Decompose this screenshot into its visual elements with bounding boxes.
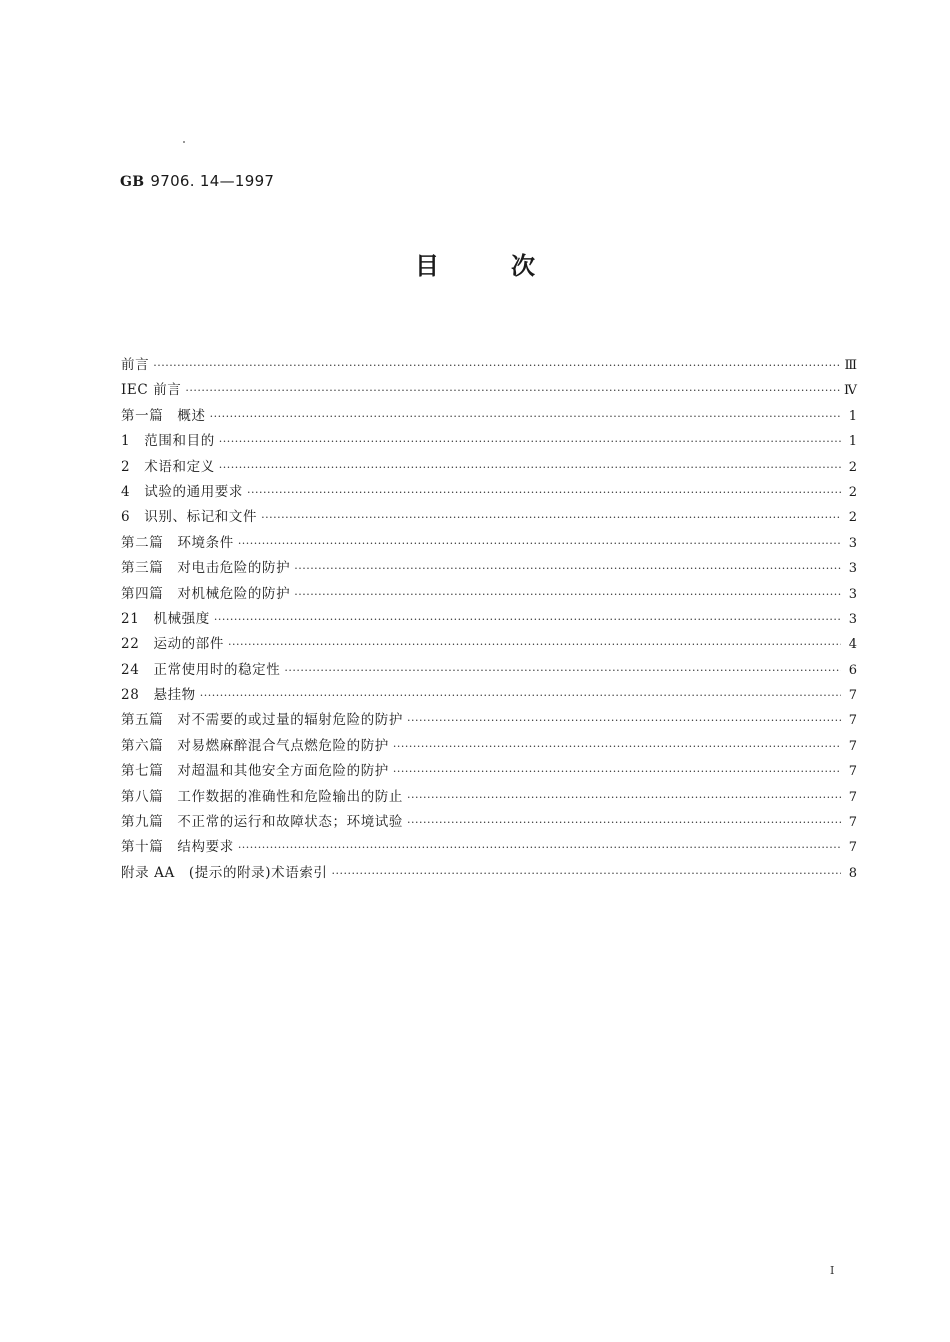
toc-dot-leader bbox=[332, 861, 841, 886]
standard-code: 9706. 14—1997 bbox=[150, 172, 275, 190]
toc-entry[interactable] bbox=[121, 708, 857, 733]
toc-entry[interactable] bbox=[121, 810, 857, 835]
toc-entry[interactable] bbox=[121, 556, 857, 581]
scan-speck bbox=[183, 141, 185, 143]
toc-entry[interactable] bbox=[121, 759, 857, 784]
toc-dot-leader bbox=[219, 429, 841, 454]
toc-entry-page: 1 bbox=[848, 408, 857, 424]
toc-dot-leader bbox=[153, 353, 840, 378]
toc-entry-page: 7 bbox=[848, 688, 857, 704]
toc-entry-page: 3 bbox=[848, 561, 857, 577]
toc-entry-label: 21 机械强度 bbox=[121, 610, 210, 627]
standard-prefix: GB bbox=[120, 174, 145, 190]
table-of-contents bbox=[121, 353, 857, 886]
toc-entry-page: 2 bbox=[848, 510, 857, 526]
toc-dot-leader bbox=[228, 632, 841, 657]
toc-entry-label: 第八篇 工作数据的准确性和危险输出的防止 bbox=[121, 788, 403, 805]
toc-entry-label: 28 悬挂物 bbox=[121, 687, 196, 704]
toc-entry-page: 7 bbox=[848, 764, 857, 780]
toc-dot-leader bbox=[393, 734, 841, 759]
toc-entry-page: 2 bbox=[848, 459, 857, 475]
toc-entry[interactable] bbox=[121, 480, 857, 505]
toc-entry[interactable] bbox=[121, 861, 857, 886]
toc-entry[interactable] bbox=[121, 582, 857, 607]
toc-entry-page: 7 bbox=[848, 815, 857, 831]
toc-dot-leader bbox=[214, 607, 841, 632]
toc-entry-label: 22 运动的部件 bbox=[121, 636, 224, 653]
toc-entry-page: 3 bbox=[848, 535, 857, 551]
toc-entry[interactable] bbox=[121, 734, 857, 759]
toc-dot-leader bbox=[407, 810, 841, 835]
toc-entry-page: 4 bbox=[848, 637, 857, 653]
toc-dot-leader bbox=[210, 404, 841, 429]
toc-entry[interactable] bbox=[121, 632, 857, 657]
toc-dot-leader bbox=[238, 835, 841, 860]
toc-entry-page: 1 bbox=[848, 434, 857, 450]
toc-entry-label: 第五篇 对不需要的或过量的辐射危险的防护 bbox=[121, 712, 403, 729]
toc-entry-label: 第七篇 对超温和其他安全方面危险的防护 bbox=[121, 763, 389, 780]
toc-entry-label: 24 正常使用时的稳定性 bbox=[121, 661, 281, 678]
standard-number bbox=[120, 172, 274, 190]
toc-dot-leader bbox=[407, 708, 841, 733]
toc-entry[interactable] bbox=[121, 835, 857, 860]
toc-entry-label: 第六篇 对易燃麻醉混合气点燃危险的防护 bbox=[121, 737, 389, 754]
page-number: I bbox=[830, 1264, 835, 1277]
toc-dot-leader bbox=[185, 378, 840, 403]
toc-entry[interactable] bbox=[121, 353, 857, 378]
toc-entry-label: 第十篇 结构要求 bbox=[121, 839, 234, 856]
toc-entry-page: Ⅲ bbox=[844, 358, 857, 373]
toc-entry-page: 3 bbox=[848, 611, 857, 627]
toc-entry[interactable] bbox=[121, 378, 857, 403]
toc-entry-label: 1 范围和目的 bbox=[121, 433, 215, 450]
toc-dot-leader bbox=[247, 480, 841, 505]
toc-entry-label: 第四篇 对机械危险的防护 bbox=[121, 585, 291, 602]
toc-dot-leader bbox=[284, 658, 841, 683]
toc-entry[interactable] bbox=[121, 785, 857, 810]
toc-entry[interactable] bbox=[121, 404, 857, 429]
toc-entry-page: 7 bbox=[848, 713, 857, 729]
toc-entry-label: 第二篇 环境条件 bbox=[121, 534, 234, 551]
toc-dot-leader bbox=[407, 785, 841, 810]
toc-entry-label: 4 试验的通用要求 bbox=[121, 483, 243, 500]
toc-entry-label: 第三篇 对电击危险的防护 bbox=[121, 560, 291, 577]
toc-dot-leader bbox=[393, 759, 841, 784]
toc-entry-page: 2 bbox=[848, 484, 857, 500]
toc-entry-label: 6 识别、标记和文件 bbox=[121, 509, 258, 526]
toc-dot-leader bbox=[219, 455, 841, 480]
toc-entry-label: 前言 bbox=[121, 357, 150, 373]
toc-entry-label: 第一篇 概述 bbox=[121, 407, 206, 424]
toc-entry-page: Ⅳ bbox=[844, 383, 857, 399]
toc-dot-leader bbox=[200, 683, 841, 708]
toc-entry[interactable] bbox=[121, 455, 857, 480]
toc-entry-page: 6 bbox=[848, 662, 857, 678]
toc-entry[interactable] bbox=[121, 505, 857, 530]
toc-entry[interactable] bbox=[121, 531, 857, 556]
toc-entry-label: 第九篇 不正常的运行和故障状态；环境试验 bbox=[121, 814, 403, 831]
toc-entry-page: 7 bbox=[848, 840, 857, 856]
toc-entry[interactable] bbox=[121, 683, 857, 708]
toc-dot-leader bbox=[294, 556, 841, 581]
toc-entry-page: 8 bbox=[848, 865, 857, 881]
toc-entry[interactable] bbox=[121, 429, 857, 454]
toc-entry-label: 2 术语和定义 bbox=[121, 458, 215, 475]
toc-entry-label: 附录 AA (提示的附录)术语索引 bbox=[121, 864, 328, 881]
toc-entry[interactable] bbox=[121, 658, 857, 683]
toc-dot-leader bbox=[261, 505, 841, 530]
toc-entry-page: 7 bbox=[848, 738, 857, 754]
toc-dot-leader bbox=[294, 582, 841, 607]
toc-dot-leader bbox=[238, 531, 841, 556]
toc-entry-page: 3 bbox=[848, 586, 857, 602]
toc-entry-page: 7 bbox=[848, 789, 857, 805]
toc-entry[interactable] bbox=[121, 607, 857, 632]
page-title: 目次 bbox=[415, 252, 607, 280]
toc-entry-label: IEC 前言 bbox=[121, 382, 182, 399]
